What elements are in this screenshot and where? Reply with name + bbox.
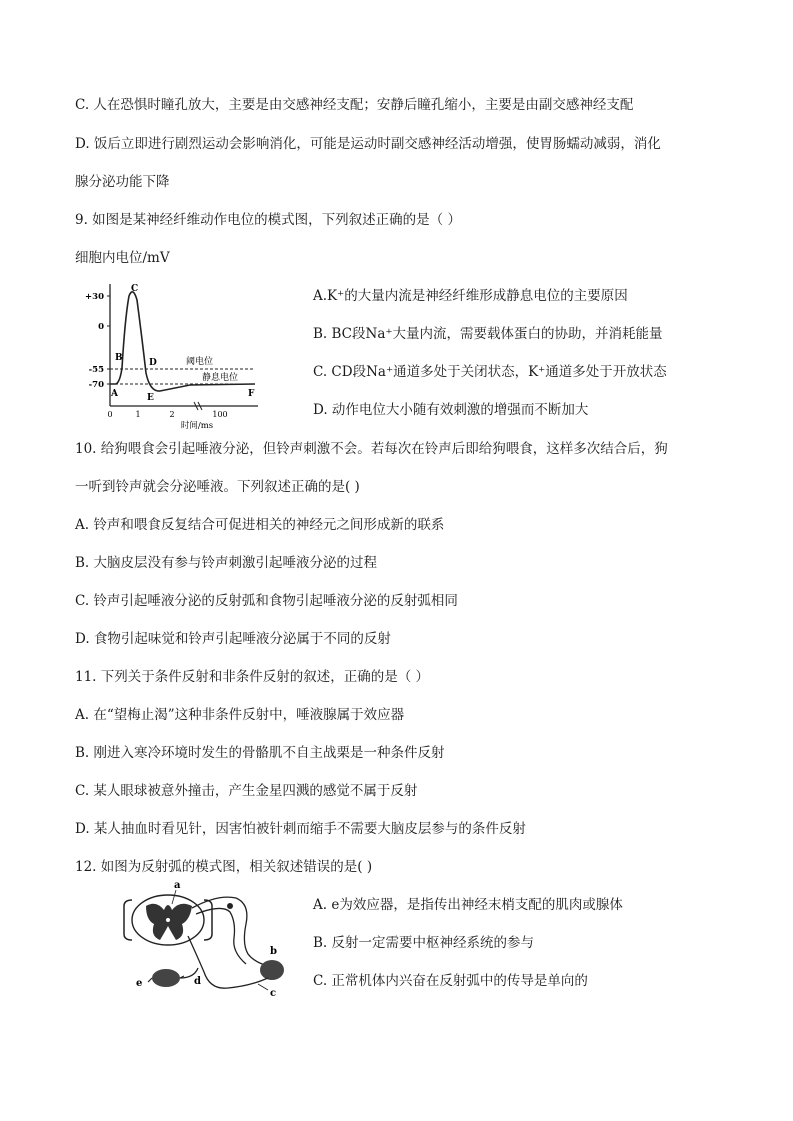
q10-option-a: A. 铃声和喂食反复结合可促进相关的神经元之间形成新的联系: [75, 517, 445, 533]
q12-stem: 12. 如图为反射弧的模式图，相关叙述错误的是( ): [75, 859, 373, 875]
threshold-label: 阈电位: [186, 357, 214, 367]
q9-option-a: A.K⁺的大量内流是神经纤维形成静息电位的主要原因: [313, 288, 628, 304]
q10-option-b: B. 大脑皮层没有参与铃声刺激引起唾液分泌的过程: [75, 555, 378, 571]
action-potential-figure: [80, 278, 280, 430]
y-tick: -55: [88, 365, 104, 375]
q10-stem-cont: 一听到铃声就会分泌唾液。下列叙述正确的是( ): [75, 479, 360, 495]
q8-option-d-cont: 腺分泌功能下降: [75, 174, 170, 190]
q12-option-a: A. e为效应器，是指传出神经末梢支配的肌肉或腺体: [313, 897, 623, 913]
q9-option-b: B. BC段Na⁺大量内流，需要载体蛋白的协助，并消耗能量: [313, 326, 663, 342]
q9-stem: 9. 如图是某神经纤维动作电位的模式图，下列叙述正确的是（ ）: [75, 212, 461, 228]
q12-option-b: B. 反射一定需要中枢神经系统的参与: [313, 935, 535, 951]
q9-figure-ylabel: 细胞内电位/mV: [75, 250, 170, 266]
q11-option-a: A. 在“望梅止渴”这种非条件反射中，唾液腺属于效应器: [75, 707, 405, 723]
point-b: B: [115, 353, 123, 363]
label-e: e: [136, 978, 143, 989]
q10-option-c: C. 铃声引起唾液分泌的反射弧和食物引起唾液分泌的反射弧相同: [75, 593, 458, 609]
q10-option-d: D. 食物引起味觉和铃声引起唾液分泌属于不同的反射: [75, 631, 391, 647]
point-d: D: [149, 358, 157, 368]
y-tick: 0: [98, 322, 104, 332]
q11-option-b: B. 刚进入寒冷环境时发生的骨骼肌不自主战栗是一种条件反射: [75, 745, 445, 761]
y-tick: +30: [85, 292, 104, 302]
x-tick: 1: [135, 410, 141, 419]
q10-stem: 10. 给狗喂食会引起唾液分泌，但铃声刺激不会。若每次在铃声后即给狗喂食，这样多次结合后，狗: [75, 441, 668, 457]
q12-option-c: C. 正常机体内兴奋在反射弧中的传导是单向的: [313, 973, 588, 989]
x-tick: 100: [212, 410, 228, 419]
q9-option-d: D. 动作电位大小随有效刺激的增强而不断加大: [313, 402, 589, 418]
point-a: A: [111, 389, 118, 399]
point-e: E: [147, 393, 154, 403]
label-a: a: [174, 880, 181, 891]
q8-option-c: C. 人在恐惧时瞳孔放大，主要是由交感神经支配；安静后瞳孔缩小，主要是由副交感神经支配: [75, 97, 634, 113]
q11-option-c: C. 某人眼球被意外撞击，产生金星四溅的感觉不属于反射: [75, 783, 418, 799]
reflex-arc-figure: [118, 878, 300, 998]
point-f: F: [248, 389, 255, 399]
resting-label: 静息电位: [202, 373, 239, 383]
x-axis-label: 时间/ms: [180, 421, 214, 430]
point-c: C: [131, 284, 139, 294]
y-tick: -70: [88, 380, 104, 390]
label-d: d: [194, 976, 201, 987]
q11-option-d: D. 某人抽血时看见针，因害怕被针刺而缩手不需要大脑皮层参与的条件反射: [75, 821, 526, 837]
q9-option-c: C. CD段Na⁺通道多处于关闭状态，K⁺通道多处于开放状态: [313, 364, 667, 380]
q11-stem: 11. 下列关于条件反射和非条件反射的叙述，正确的是（ ）: [75, 669, 430, 685]
q8-option-d: D. 饭后立即进行剧烈运动会影响消化，可能是运动时副交感神经活动增强，使胃肠蠕动减弱，消化: [75, 136, 661, 152]
x-tick: 2: [169, 410, 175, 419]
label-c: c: [270, 988, 277, 998]
label-b: b: [270, 946, 277, 957]
x-tick: 0: [107, 410, 113, 419]
